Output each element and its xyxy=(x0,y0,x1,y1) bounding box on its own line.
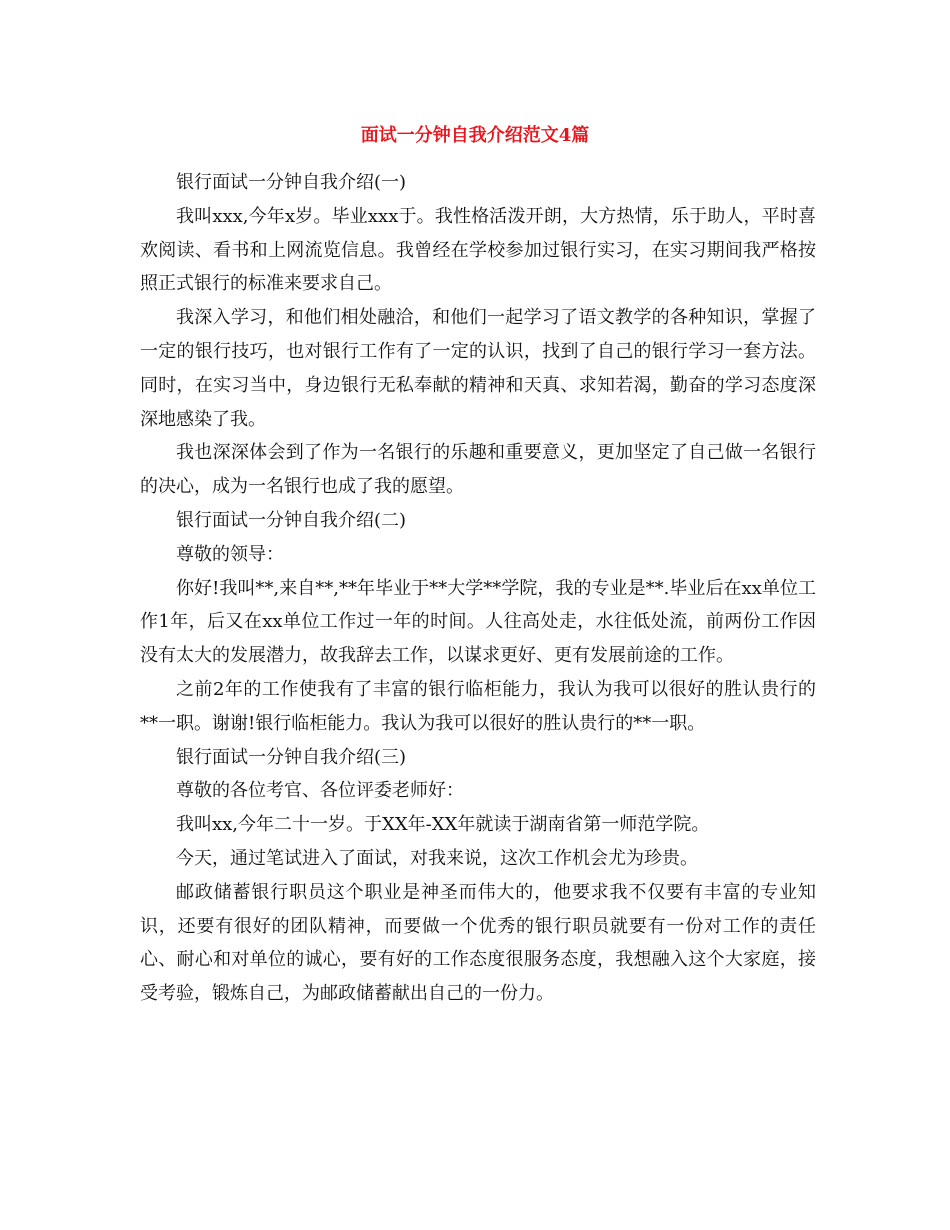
paragraph: 我叫xx,今年二十一岁。于XX年-XX年就读于湖南省第一师范学院。 xyxy=(176,814,710,836)
paragraph: 我也深深体会到了作为一名银行的乐趣和重要意义，更加坚定了自己做一名银行的决心，成为一名银行也成了我的愿望。 xyxy=(140,442,816,498)
section-heading-2: 银行面试一分钟自我介绍(二) xyxy=(176,509,407,531)
paragraph: 邮政储蓄银行职员这个职业是神圣而伟大的，他要求我不仅要有丰富的专业知识，还要有很好的团队精神，而要做一个优秀的银行职员就要有一份对工作的责任心、耐心和对单位的诚心，要有好的工作态度很服务态度，我想融入这个大家庭，接受考验，锻炼自己，为邮政储蓄献出自己的一份力。 xyxy=(140,881,816,1005)
document-body xyxy=(140,166,816,1011)
document-title: 面试一分钟自我介绍范文4篇 xyxy=(360,125,590,146)
salutation: 尊敬的各位考官、各位评委老师好： xyxy=(176,780,464,802)
section-heading-1: 银行面试一分钟自我介绍(一) xyxy=(176,172,407,193)
salutation: 尊敬的领导： xyxy=(176,543,284,565)
paragraph: 我叫xxx,今年x岁。毕业xxx于。我性格活泼开朗，大方热情，乐于助人，平时喜欢阅读、看书和上网流览信息。我曾经在学校参加过银行实习，在实习期间我严格按照正式银行的标准来要求自己。 xyxy=(140,205,816,295)
paragraph: 你好!我叫**,来自**,**年毕业于**大学**学院，我的专业是**.毕业后在xx单位工作1年，后又在xx单位工作过一年的时间。人往高处走，水往低处流，前两份工作因没有太大的发展潜力，故我辞去工作，以谋求更好、更有发展前途的工作。 xyxy=(140,577,816,667)
paragraph: 今天，通过笔试进入了面试，对我来说，这次工作机会尤为珍贵。 xyxy=(176,847,698,869)
paragraph: 之前2年的工作使我有了丰富的银行临柜能力，我认为我可以很好的胜认贵行的**一职。谢谢!银行临柜能力。我认为我可以很好的胜认贵行的**一职。 xyxy=(140,678,816,734)
paragraph: 我深入学习，和他们相处融洽，和他们一起学习了语文教学的各种知识，掌握了一定的银行技巧，也对银行工作有了一定的认识，找到了自己的银行学习一套方法。同时，在实习当中，身边银行无私奉献的精神和天真、求知若渴，勤奋的学习态度深深地感染了我。 xyxy=(140,307,816,430)
section-heading-3: 银行面试一分钟自我介绍(三) xyxy=(176,746,407,768)
